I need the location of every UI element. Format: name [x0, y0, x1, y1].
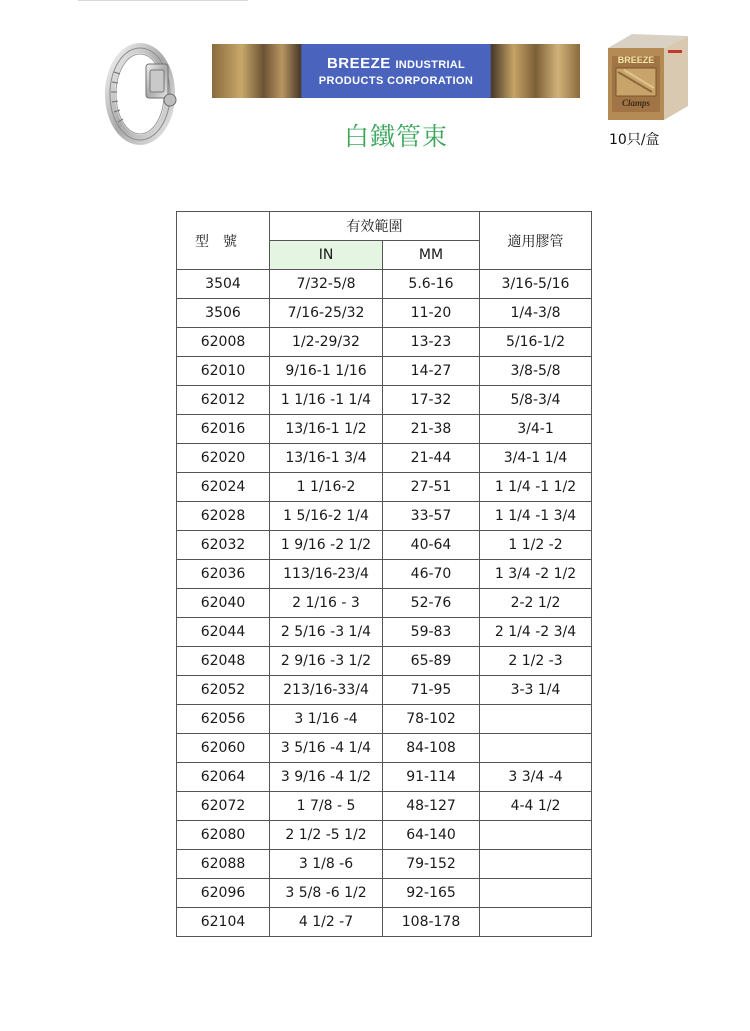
cell-model: 62020: [177, 444, 270, 473]
table-row: [177, 908, 592, 937]
cell-model: 62080: [177, 821, 270, 850]
header-in: IN: [270, 241, 383, 270]
cell-in: 1 9/16 -2 1/2: [270, 531, 383, 560]
cell-in: 13/16-1 1/2: [270, 415, 383, 444]
header-mm: MM: [383, 241, 480, 270]
cell-hose: 4-4 1/2: [480, 792, 592, 821]
cell-model: 62040: [177, 589, 270, 618]
cell-model: 62016: [177, 415, 270, 444]
company-name-line1: [327, 55, 465, 74]
table-row: [177, 792, 592, 821]
cell-mm: 14-27: [383, 357, 480, 386]
cell-mm: 65-89: [383, 647, 480, 676]
cell-mm: 64-140: [383, 821, 480, 850]
cell-hose: 1 3/4 -2 1/2: [480, 560, 592, 589]
cell-in: 13/16-1 3/4: [270, 444, 383, 473]
cell-mm: 108-178: [383, 908, 480, 937]
cell-model: 62032: [177, 531, 270, 560]
cell-in: 4 1/2 -7: [270, 908, 383, 937]
product-box-label: Clamps: [621, 98, 651, 108]
cell-mm: 21-38: [383, 415, 480, 444]
cell-hose: 1 1/4 -1 3/4: [480, 502, 592, 531]
cell-model: 62052: [177, 676, 270, 705]
cell-hose: 2 1/4 -2 3/4: [480, 618, 592, 647]
cell-mm: 13-23: [383, 328, 480, 357]
company-banner: [212, 44, 580, 98]
table-row: [177, 386, 592, 415]
cell-hose: [480, 879, 592, 908]
cell-model: 62024: [177, 473, 270, 502]
table-row: [177, 589, 592, 618]
header-range: 有效範圍: [270, 212, 480, 241]
cell-in: 1 1/16 -1 1/4: [270, 386, 383, 415]
product-box-brand: BREEZE: [617, 55, 655, 65]
cell-in: 2 1/2 -5 1/2: [270, 821, 383, 850]
company-name-brand: BREEZE: [326, 54, 391, 72]
cell-hose: 2-2 1/2: [480, 589, 592, 618]
cell-in: 7/32-5/8: [270, 270, 383, 299]
cell-mm: 17-32: [383, 386, 480, 415]
cell-in: 1 5/16-2 1/4: [270, 502, 383, 531]
cell-in: 3 9/16 -4 1/2: [270, 763, 383, 792]
cell-hose: [480, 734, 592, 763]
table-row: [177, 821, 592, 850]
cell-mm: 71-95: [383, 676, 480, 705]
header-row: [177, 212, 592, 241]
header-hose: 適用膠管: [480, 212, 592, 270]
table-body: [177, 270, 592, 937]
top-rule: [78, 0, 248, 1]
table-row: [177, 705, 592, 734]
cell-model: 62060: [177, 734, 270, 763]
company-name-line2: PRODUCTS CORPORATION: [318, 74, 474, 87]
table-row: [177, 444, 592, 473]
company-name-panel: [302, 44, 490, 98]
cell-hose: 3/4-1 1/4: [480, 444, 592, 473]
table-row: [177, 299, 592, 328]
table-row: [177, 879, 592, 908]
table-row: [177, 618, 592, 647]
cell-model: 62064: [177, 763, 270, 792]
cell-mm: 52-76: [383, 589, 480, 618]
cell-hose: 3/8-5/8: [480, 357, 592, 386]
table-row: [177, 560, 592, 589]
cell-in: 3 1/16 -4: [270, 705, 383, 734]
cell-model: 62036: [177, 560, 270, 589]
cell-in: 9/16-1 1/16: [270, 357, 383, 386]
hose-clamp-illustration: [104, 42, 182, 148]
table-row: [177, 270, 592, 299]
product-box-image: [604, 30, 690, 120]
cell-mm: 11-20: [383, 299, 480, 328]
cell-mm: 5.6-16: [383, 270, 480, 299]
cell-hose: 2 1/2 -3: [480, 647, 592, 676]
cell-mm: 91-114: [383, 763, 480, 792]
cell-mm: 27-51: [383, 473, 480, 502]
cell-mm: 84-108: [383, 734, 480, 763]
table-row: [177, 647, 592, 676]
table-row: [177, 502, 592, 531]
cell-model: 3506: [177, 299, 270, 328]
cell-in: 1 1/16-2: [270, 473, 383, 502]
cell-hose: 5/16-1/2: [480, 328, 592, 357]
cell-hose: [480, 908, 592, 937]
cell-in: 1 7/8 - 5: [270, 792, 383, 821]
table-row: [177, 328, 592, 357]
cell-hose: 1/4-3/8: [480, 299, 592, 328]
cell-in: 213/16-33/4: [270, 676, 383, 705]
cell-hose: 3-3 1/4: [480, 676, 592, 705]
cell-model: 62048: [177, 647, 270, 676]
table-row: [177, 850, 592, 879]
cell-mm: 79-152: [383, 850, 480, 879]
cell-mm: 46-70: [383, 560, 480, 589]
cell-in: 113/16-23/4: [270, 560, 383, 589]
cell-model: 62088: [177, 850, 270, 879]
cell-in: 2 5/16 -3 1/4: [270, 618, 383, 647]
table-row: [177, 531, 592, 560]
table-row: [177, 415, 592, 444]
cell-hose: 3/4-1: [480, 415, 592, 444]
cell-hose: 1 1/2 -2: [480, 531, 592, 560]
cell-in: 2 1/16 - 3: [270, 589, 383, 618]
cell-model: 3504: [177, 270, 270, 299]
cell-in: 1/2-29/32: [270, 328, 383, 357]
cell-model: 62096: [177, 879, 270, 908]
cell-hose: 3 3/4 -4: [480, 763, 592, 792]
header-model: 型號: [177, 212, 270, 270]
spec-table: [176, 211, 592, 937]
cell-mm: 78-102: [383, 705, 480, 734]
cell-mm: 48-127: [383, 792, 480, 821]
product-box-caption: 10只/盒: [609, 132, 660, 148]
cell-in: 2 9/16 -3 1/2: [270, 647, 383, 676]
cell-in: 3 5/16 -4 1/4: [270, 734, 383, 763]
cell-mm: 59-83: [383, 618, 480, 647]
cell-mm: 33-57: [383, 502, 480, 531]
company-name-industrial: INDUSTRIAL: [395, 58, 466, 71]
cell-hose: [480, 821, 592, 850]
cell-hose: 1 1/4 -1 1/2: [480, 473, 592, 502]
cell-model: 62104: [177, 908, 270, 937]
cell-in: 3 1/8 -6: [270, 850, 383, 879]
cell-mm: 21-44: [383, 444, 480, 473]
table-row: [177, 473, 592, 502]
cell-mm: 92-165: [383, 879, 480, 908]
cell-mm: 40-64: [383, 531, 480, 560]
cell-model: 62010: [177, 357, 270, 386]
cell-model: 62056: [177, 705, 270, 734]
cell-model: 62044: [177, 618, 270, 647]
cell-model: 62072: [177, 792, 270, 821]
cell-model: 62012: [177, 386, 270, 415]
table-row: [177, 763, 592, 792]
table-row: [177, 357, 592, 386]
table-row: [177, 676, 592, 705]
cell-model: 62028: [177, 502, 270, 531]
cell-in: 7/16-25/32: [270, 299, 383, 328]
cell-hose: [480, 705, 592, 734]
page-title: 白鐵管束: [344, 122, 449, 151]
table-row: [177, 734, 592, 763]
cell-hose: 5/8-3/4: [480, 386, 592, 415]
cell-hose: 3/16-5/16: [480, 270, 592, 299]
cell-hose: [480, 850, 592, 879]
cell-in: 3 5/8 -6 1/2: [270, 879, 383, 908]
cell-model: 62008: [177, 328, 270, 357]
